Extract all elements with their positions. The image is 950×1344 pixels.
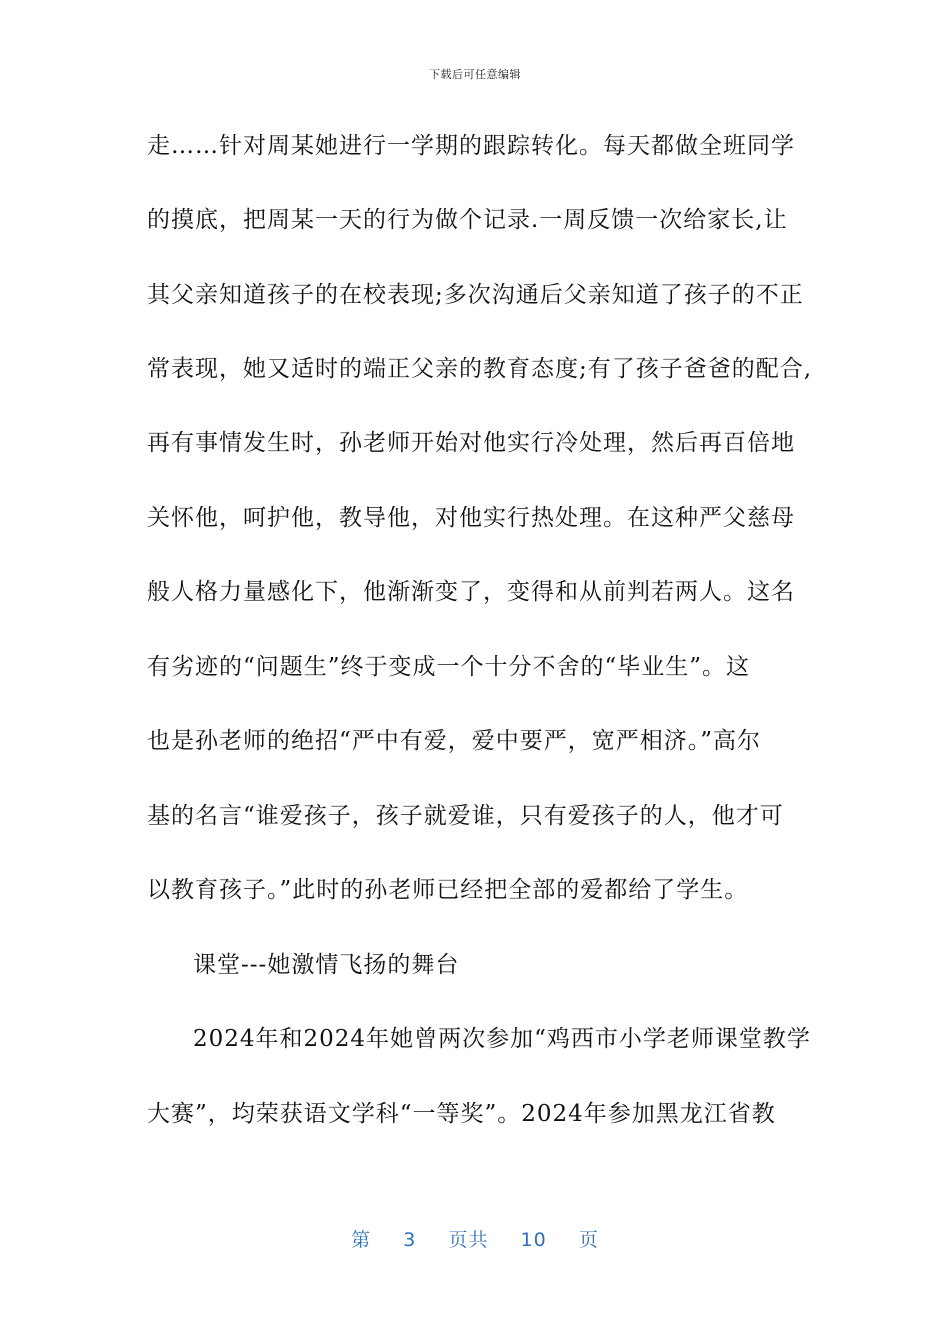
text-line: 常表现，她又适时的端正父亲的教育态度;有了孩子爸爸的配合, bbox=[147, 356, 813, 382]
current-page-number: 3 bbox=[403, 1229, 417, 1251]
footer-suffix: 页 bbox=[578, 1229, 599, 1251]
text-line: 其父亲知道孩子的在校表现;多次沟通后父亲知道了孩子的不正 bbox=[147, 282, 804, 308]
text-line: 基的名言“谁爱孩子，孩子就爱谁，只有爱孩子的人，他才可 bbox=[147, 803, 784, 829]
text-line: 的摸底，把周某一天的行为做个记录.一周反馈一次给家长,让 bbox=[147, 207, 788, 233]
text-line: 般人格力量感化下，他渐渐变了，变得和从前判若两人。这名 bbox=[147, 579, 795, 605]
footer-prefix: 第 bbox=[351, 1229, 372, 1251]
text-line: 以教育孩子。”此时的孙老师已经把全部的爱都给了学生。 bbox=[147, 877, 749, 903]
text-line: 走……针对周某她进行一学期的跟踪转化。每天都做全班同学 bbox=[147, 133, 795, 159]
text-line: 有劣迹的“问题生”终于变成一个十分不舍的“毕业生”。这 bbox=[147, 654, 751, 680]
header-note: 下载后可任意编辑 bbox=[429, 68, 521, 81]
text-line: 大赛”，均荣获语文学科“一等奖”。2024年参加黑龙江省教 bbox=[147, 1101, 776, 1127]
section-heading: 课堂---她激情飞扬的舞台 bbox=[193, 952, 460, 978]
page-footer bbox=[0, 1225, 950, 1252]
text-line: 关怀他，呵护他，教导他，对他实行热处理。在这种严父慈母 bbox=[147, 505, 795, 531]
total-pages-number: 10 bbox=[520, 1229, 547, 1251]
text-line: 再有事情发生时，孙老师开始对他实行冷处理，然后再百倍地 bbox=[147, 430, 795, 456]
text-line: 2024年和2024年她曾两次参加“鸡西市小学老师课堂教学 bbox=[193, 1026, 811, 1052]
footer-middle: 页共 bbox=[448, 1229, 489, 1251]
text-line: 也是孙老师的绝招“严中有爱，爱中要严，宽严相济。”高尔 bbox=[147, 728, 762, 754]
